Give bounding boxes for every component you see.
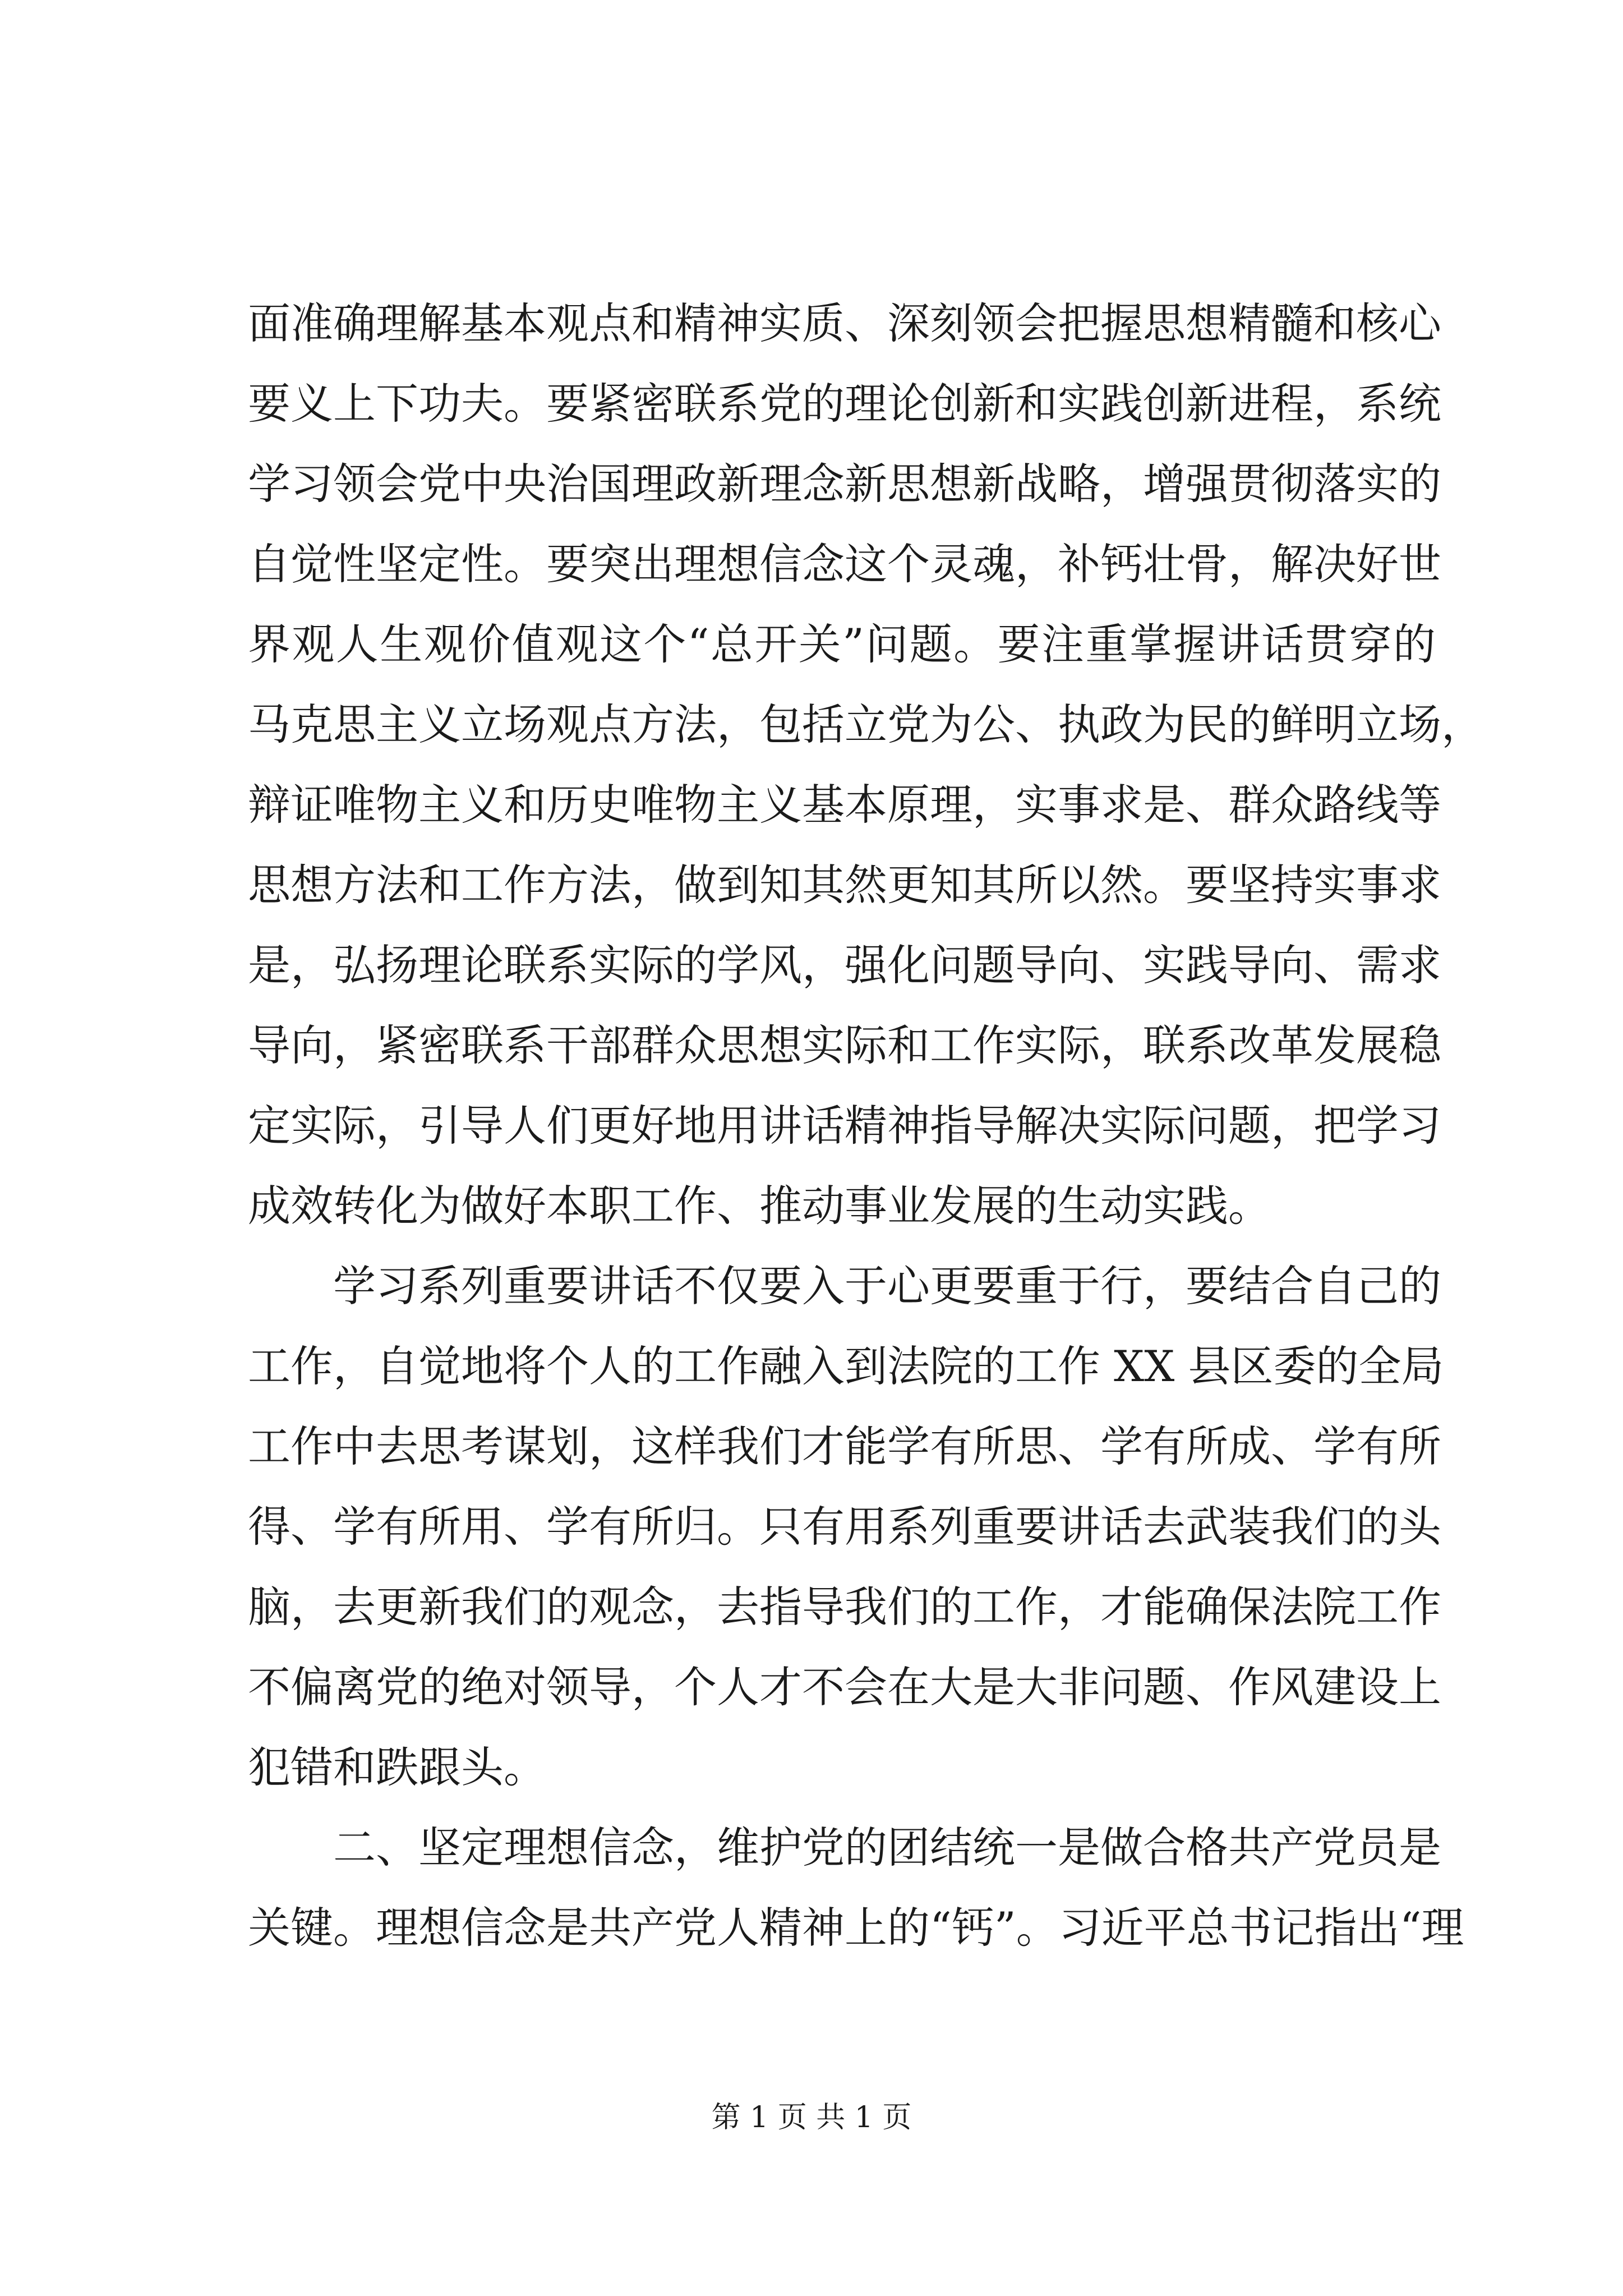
text-line: 成效转化为做好本职工作、推动事业发展的生动实践。: [248, 1181, 1271, 1231]
paragraph-3: [248, 1807, 1464, 1968]
text-line: 思想方法和工作方法，做到知其然更知其所以然。要坚持实事求: [248, 860, 1441, 910]
text-line: 得、学有所用、学有所归。只有用系列重要讲话去武装我们的头: [248, 1502, 1441, 1552]
paragraph-2: [248, 1246, 1444, 1807]
text-line: 学习系列重要讲话不仅要入于心更要重于行，要结合自己的: [333, 1261, 1441, 1311]
page-number-label: 第 1 页 共 1 页: [711, 2101, 912, 2134]
text-line: 二、坚定理想信念，维护党的团结统一是做合格共产党员是: [333, 1823, 1441, 1872]
text-line: 工作，自觉地将个人的工作融入到法院的工作 XX 县区委的全局: [248, 1341, 1444, 1391]
text-line: 面准确理解基本观点和精神实质、深刻领会把握思想精髓和核心: [248, 298, 1441, 348]
text-line: 定实际，引导人们更好地用讲话精神指导解决实际问题，把学习: [248, 1101, 1441, 1151]
text-line: 自觉性坚定性。要突出理想信念这个灵魂，补钙壮骨，解决好世: [248, 539, 1441, 589]
text-line: 要义上下功夫。要紧密联系党的理论创新和实践创新进程，系统: [248, 379, 1441, 429]
text-line: 是，弘扬理论联系实际的学风，强化问题导向、实践导向、需求: [248, 940, 1441, 990]
text-line: 关键。理想信念是共产党人精神上的“钙”。习近平总书记指出“理: [248, 1903, 1464, 1953]
text-line: 马克思主义立场观点方法，包括立党为公、执政为民的鲜明立场，: [248, 700, 1484, 749]
text-line: 辩证唯物主义和历史唯物主义基本原理，实事求是、群众路线等: [248, 780, 1441, 830]
text-line: 犯错和跌跟头。: [248, 1742, 546, 1792]
text-line: 工作中去思考谋划，这样我们才能学有所思、学有所成、学有所: [248, 1421, 1441, 1471]
text-line: 学习领会党中央治国理政新理念新思想新战略，增强贯彻落实的: [248, 459, 1441, 509]
text-line: 脑，去更新我们的观念，去指导我们的工作，才能确保法院工作: [248, 1582, 1441, 1632]
page-footer: [0, 2098, 1623, 2137]
text-line: 界观人生观价值观这个“总开关”问题。要注重掌握讲话贯穿的: [248, 619, 1436, 669]
text-line: 导向，紧密联系干部群众思想实际和工作实际，联系改革发展稳: [248, 1020, 1441, 1070]
text-line: 不偏离党的绝对领导，个人才不会在大是大非问题、作风建设上: [248, 1662, 1441, 1712]
document-body: [248, 283, 1484, 1968]
paragraph-1: [248, 283, 1484, 1246]
